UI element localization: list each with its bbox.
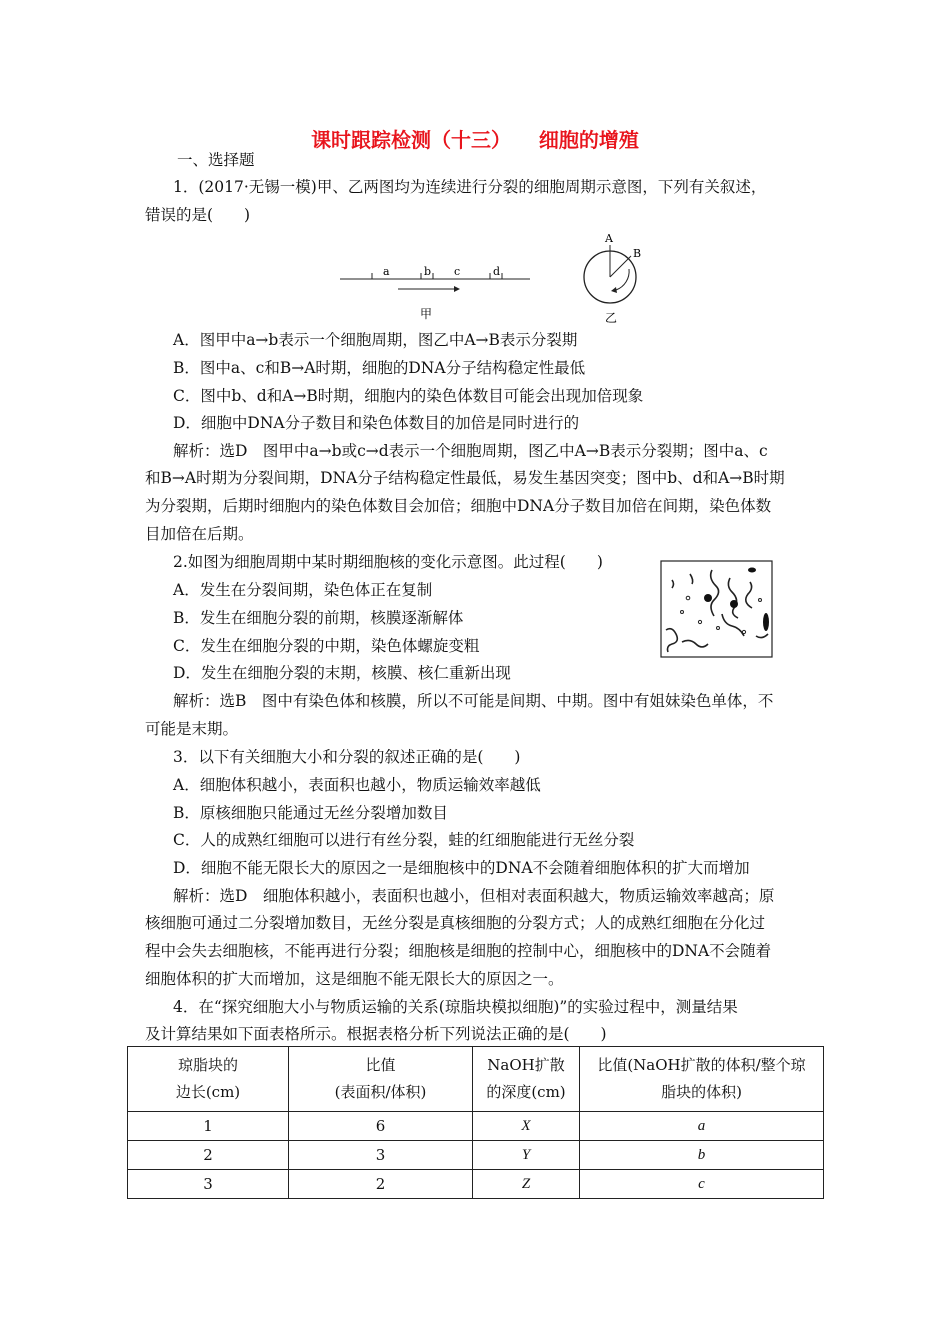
q3-option-a: A．细胞体积越小，表面积也越小，物质运输效率越低	[173, 776, 541, 794]
table-row	[128, 1112, 824, 1141]
q3-stem: 3．以下有关细胞大小和分裂的叙述正确的是( )	[173, 748, 521, 766]
table-cell: 3	[289, 1141, 473, 1170]
q1-option-d: D．细胞中DNA分子数目和染色体数目的加倍是同时进行的	[173, 414, 580, 432]
header-cell: 比值(NaOH扩散的体积/整个琼 脂块的体积)	[580, 1047, 824, 1112]
q2-option-a: A．发生在分裂间期，染色体正在复制	[173, 581, 433, 599]
table-cell: a	[580, 1112, 824, 1141]
q1-option-b: B．图中a、c和B→A时期，细胞的DNA分子结构稳定性最低	[173, 359, 586, 377]
section-heading: 一、选择题	[177, 151, 255, 169]
yi-caption: 乙	[605, 311, 618, 325]
q2-analysis-line1: 解析：选B 图中有染色体和核膜，所以不可能是间期、中期。图中有姐妹染色单体，不	[173, 692, 774, 710]
q2-option-b: B．发生在细胞分裂的前期，核膜逐渐解体	[173, 609, 464, 627]
table-row	[128, 1170, 824, 1199]
table-cell: 2	[128, 1141, 289, 1170]
q1-option-c: C．图中b、d和A→B时期，细胞内的染色体数目可能会出现加倍现象	[173, 387, 644, 405]
experiment-table	[127, 1046, 824, 1199]
jia-label-d: d	[493, 265, 501, 278]
q3-option-b: B．原核细胞只能通过无丝分裂增加数目	[173, 804, 448, 822]
q1-analysis-line3: 为分裂期，后期时细胞内的染色体数目会加倍；细胞中DNA分子数目加倍在间期，染色体数	[145, 497, 772, 515]
q1-option-a: A．图甲中a→b表示一个细胞周期，图乙中A→B表示分裂期	[173, 331, 578, 349]
jia-label-b: b	[424, 265, 432, 278]
q3-option-d: D．细胞不能无限长大的原因之一是细胞核中的DNA不会随着细胞体积的扩大而增加	[173, 859, 750, 877]
table-cell: 1	[128, 1112, 289, 1141]
q4-stem-line1: 4．在“探究细胞大小与物质运输的关系(琼脂块模拟细胞)”的实验过程中，测量结果	[173, 998, 738, 1016]
q3-analysis-line1: 解析：选D 细胞体积越小，表面积也越小，但相对表面积越大，物质运输效率越高；原	[173, 887, 775, 905]
jia-label-c: c	[454, 265, 461, 278]
table-cell: b	[580, 1141, 824, 1170]
table-header-row	[128, 1047, 824, 1112]
q1-analysis-line2: 和B→A时期为分裂间期，DNA分子结构稳定性最低，易发生基因突变；图中b、d和A→B时期	[145, 469, 785, 487]
table-row	[128, 1141, 824, 1170]
table-cell: 3	[128, 1170, 289, 1199]
table-cell: 6	[289, 1112, 473, 1141]
q1-stem-line2: 错误的是( )	[145, 206, 251, 224]
table-cell: Z	[473, 1170, 580, 1199]
q3-option-c: C．人的成熟红细胞可以进行有丝分裂，蛙的红细胞能进行无丝分裂	[173, 831, 635, 849]
q2-option-d: D．发生在细胞分裂的末期，核膜、核仁重新出现	[173, 664, 511, 682]
figure-jia	[340, 265, 530, 321]
q1-stem-line1: 1．(2017·无锡一模)甲、乙两图均为连续进行分裂的细胞周期示意图，下列有关叙述，	[173, 178, 767, 196]
q1-analysis-line4: 目加倍在后期。	[145, 525, 254, 543]
table-cell: 2	[289, 1170, 473, 1199]
q2-option-c: C．发生在细胞分裂的中期，染色体螺旋变粗	[173, 637, 480, 655]
table-cell: c	[580, 1170, 824, 1199]
header-cell: 琼脂块的 边长(cm)	[128, 1047, 289, 1112]
nucleus-figure	[660, 560, 774, 659]
q2-stem: 2.如图为细胞周期中某时期细胞核的变化示意图。此过程( )	[173, 553, 603, 571]
figure-yi	[584, 232, 641, 325]
header-cell: NaOH扩散 的深度(cm)	[473, 1047, 580, 1112]
q1-analysis-line1: 解析：选D 图甲中a→b或c→d表示一个细胞周期，图乙中A→B表示分裂期；图中a、c	[173, 442, 768, 460]
table-cell: X	[473, 1112, 580, 1141]
curved-arrow-icon	[611, 287, 617, 293]
table-cell: Y	[473, 1141, 580, 1170]
q3-analysis-line3: 程中会失去细胞核，不能再进行分裂；细胞核是细胞的控制中心，细胞核中的DNA不会随着	[145, 942, 772, 960]
arrow-right-icon	[454, 286, 460, 292]
yi-label-b: B	[633, 247, 642, 260]
q3-analysis-line4: 细胞体积的扩大而增加，这是细胞不能无限长大的原因之一。	[145, 970, 564, 988]
q4-stem-line2: 及计算结果如下面表格所示。根据表格分析下列说法正确的是( )	[145, 1025, 607, 1043]
q1-figures	[330, 232, 650, 328]
jia-caption: 甲	[420, 307, 433, 321]
q2-analysis-line2: 可能是末期。	[145, 720, 239, 738]
q3-analysis-line2: 核细胞可通过二分裂增加数目，无丝分裂是真核细胞的分裂方式；人的成熟红细胞在分化过	[145, 914, 766, 932]
jia-label-a: a	[383, 265, 390, 278]
page-title: 课时跟踪检测（十三） 细胞的增殖	[311, 128, 639, 152]
header-cell: 比值 (表面积/体积)	[289, 1047, 473, 1112]
yi-label-a: A	[605, 232, 613, 245]
